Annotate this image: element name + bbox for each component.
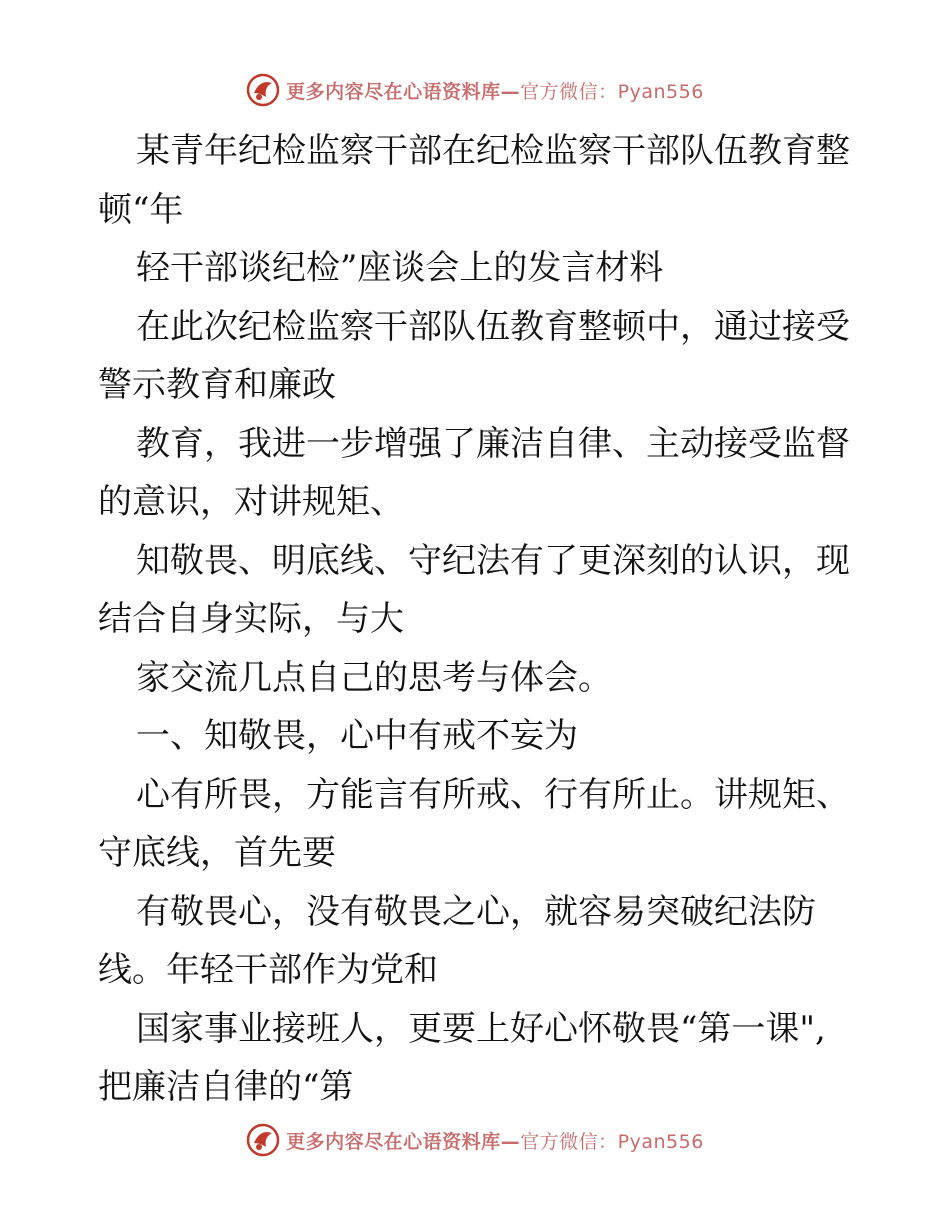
watermark-wechat: 官方微信：Pyan556 xyxy=(520,80,704,103)
watermark-wechat: 官方微信：Pyan556 xyxy=(520,1130,704,1153)
text-line: 把廉洁自律的“第 xyxy=(98,1067,354,1107)
text-line: 结合自身实际，与大 xyxy=(98,599,404,639)
watermark-text xyxy=(286,1127,704,1154)
text-line: 的意识，对讲规矩、 xyxy=(98,482,404,522)
text-line: 顿“年 xyxy=(98,189,184,230)
text-line: 在此次纪检监察干部队伍教育整顿中，通过接受 xyxy=(136,306,850,347)
text-line: 有敬畏心，没有敬畏之心，就容易突破纪法防 xyxy=(136,891,816,932)
text-line: 轻干部谈纪检”座谈会上的发言材料 xyxy=(136,248,664,288)
watermark-site: 更多内容尽在心语资料库— xyxy=(286,1130,521,1153)
header-watermark xyxy=(0,70,950,110)
footer-watermark xyxy=(0,1120,950,1160)
text-line: 知敬畏、明底线、守纪法有了更深刻的认识，现 xyxy=(136,540,850,581)
text-line: 心有所畏，方能言有所戒、行有所止。讲规矩、 xyxy=(136,774,850,815)
text-line: 守底线，首先要 xyxy=(98,833,336,873)
red-swirl-logo-icon xyxy=(246,73,280,107)
text-line: 警示教育和廉政 xyxy=(98,365,336,405)
text-line: 线。年轻干部作为党和 xyxy=(98,950,438,990)
red-swirl-logo-icon xyxy=(246,1123,280,1157)
text-line: 家交流几点自己的思考与体会。 xyxy=(136,657,612,698)
watermark-text xyxy=(286,77,704,104)
text-line: 国家事业接班人，更要上好心怀敬畏“第一课", xyxy=(136,1008,826,1049)
watermark-site: 更多内容尽在心语资料库— xyxy=(286,80,521,103)
text-line: 教育，我进一步增强了廉洁自律、主动接受监督 xyxy=(136,423,850,464)
text-line: 一、知敬畏，心中有戒不妄为 xyxy=(136,716,578,756)
document-body xyxy=(98,122,858,1117)
text-line: 某青年纪检监察干部在纪检监察干部队伍教育整 xyxy=(136,131,850,171)
